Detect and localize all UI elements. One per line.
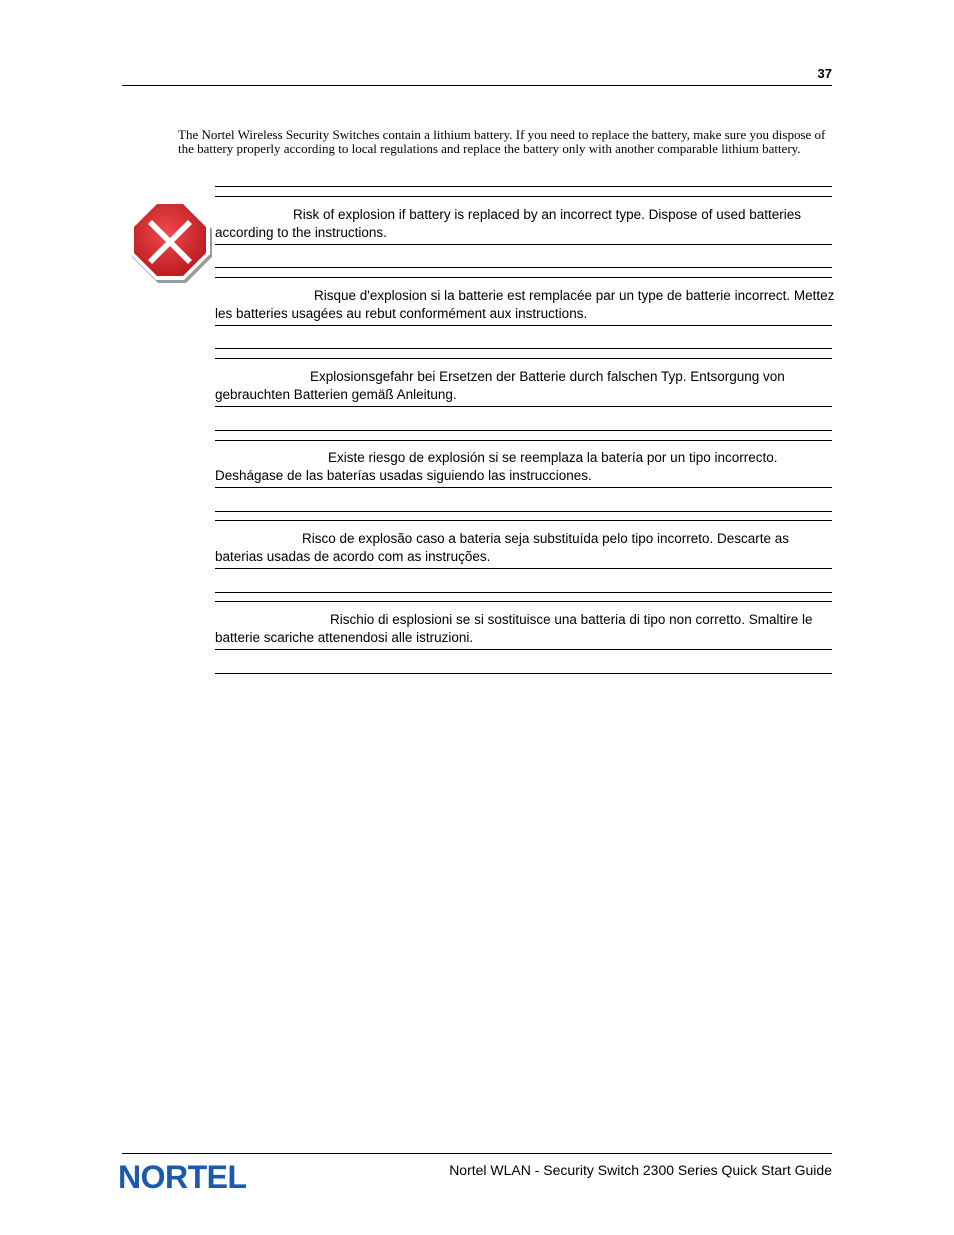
warning-it: [215, 611, 835, 647]
rule: [215, 267, 832, 268]
warning-es: [215, 449, 835, 485]
warning-de: [215, 368, 835, 404]
warning-text: Risco de explosão caso a bateria seja substituída pelo tipo incorreto. Descarte as baterias usadas de acordo com as instruções.: [215, 531, 790, 564]
rule: [215, 673, 832, 674]
rule: [215, 511, 832, 512]
rule: [215, 592, 832, 593]
rule: [215, 430, 832, 431]
header-rule: [122, 85, 832, 86]
warning-text: Existe riesgo de explosión si se reemplaza la batería por un tipo incorrecto. Deshágase de las baterías usadas siguiendo las instrucciones.: [215, 450, 778, 483]
nortel-logo: [118, 1158, 258, 1192]
footer-guide-title: Nortel WLAN - Security Switch 2300 Series Quick Start Guide: [449, 1162, 832, 1178]
rule: [215, 440, 832, 441]
warning-text: Risk of explosion if battery is replaced by an incorrect type. Dispose of used batteries according to the instructions.: [215, 207, 802, 240]
page-number: 37: [817, 66, 832, 81]
rule: [215, 325, 832, 326]
warning-fr: [215, 287, 835, 323]
warning-text: Rischio di esplosioni se si sostituisce una batteria di tipo non corretto. Smaltire le batterie scariche attenendosi alle istruzioni.: [215, 612, 813, 645]
rule: [215, 348, 832, 349]
rule: [215, 520, 832, 521]
stop-x-icon: [126, 196, 214, 284]
warning-text: Explosionsgefahr bei Ersetzen der Batterie durch falschen Typ. Entsorgung von gebrauchten Batterien gemäß Anleitung.: [215, 369, 785, 402]
warning-en: [215, 206, 835, 242]
rule: [215, 358, 832, 359]
warning-text: Risque d'explosion si la batterie est remplacée par un type de batterie incorrect. Mettez les batteries usagées au rebut conformément aux instructions.: [215, 288, 835, 321]
rule: [215, 277, 832, 278]
logo-text: NORTEL: [118, 1159, 247, 1192]
warning-pt: [215, 530, 835, 566]
rule: [215, 244, 832, 245]
rule: [215, 487, 832, 488]
intro-paragraph: The Nortel Wireless Security Switches contain a lithium battery. If you need to replace the battery, make sure you dispose of the battery properly according to local regulations and replace the battery only with another comparable lithium battery.: [178, 127, 826, 156]
rule: [215, 649, 832, 650]
rule: [215, 601, 832, 602]
footer-rule: [122, 1153, 832, 1154]
rule: [215, 186, 832, 187]
rule: [215, 196, 832, 197]
rule: [215, 406, 832, 407]
rule: [215, 568, 832, 569]
